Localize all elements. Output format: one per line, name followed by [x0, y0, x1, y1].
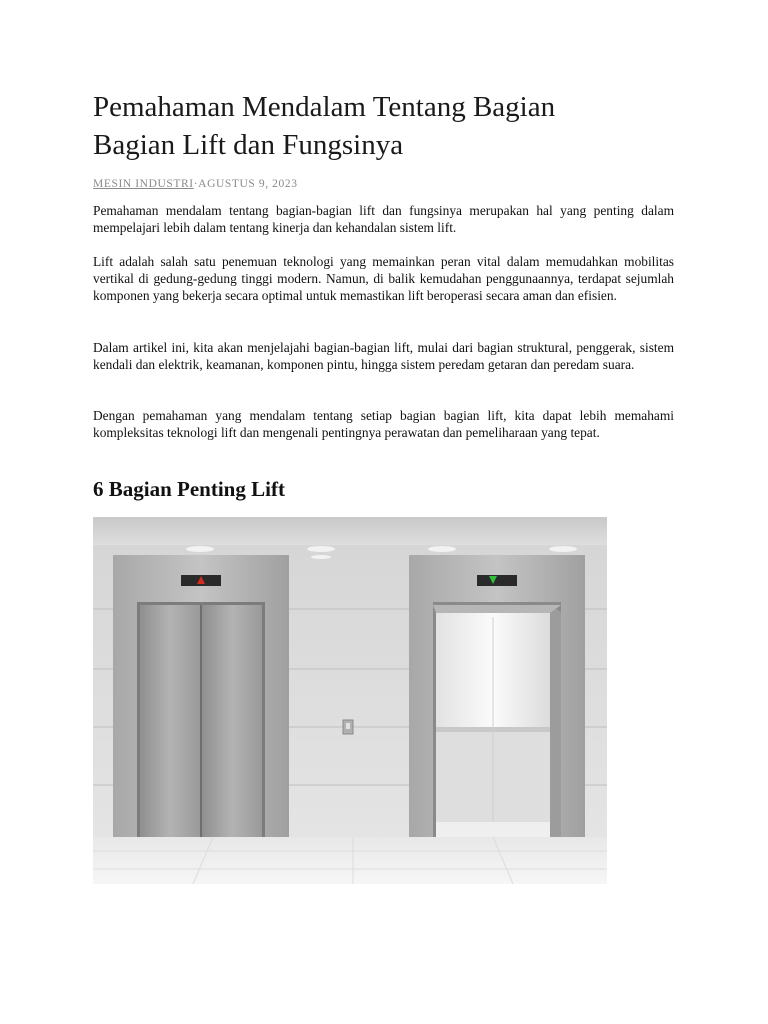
- open-door-panel: [550, 605, 561, 840]
- elevator-photo: [93, 517, 607, 884]
- ceiling-light: [428, 546, 456, 552]
- meta-separator: ·: [193, 178, 199, 190]
- article-title: [93, 88, 653, 164]
- paragraph-3: Dalam artikel ini, kita akan menjelajahi bagian-bagian lift, mulai dari bagian struktural, penggerak, sistem kendali dan elektrik, keamanan, komponen pintu, hingga sistem peredam getaran dan peredam suara.: [93, 340, 674, 372]
- title-line-1: Pemahaman Mendalam Tentang Bagian: [93, 91, 556, 123]
- publish-date: AGUSTUS 9, 2023: [198, 178, 298, 190]
- ceiling-light: [186, 546, 214, 552]
- call-button: [346, 723, 350, 729]
- article-meta: [93, 178, 298, 190]
- paragraph-2: Lift adalah salah satu penemuan teknologi yang memainkan peran vital dalam memudahkan mobilitas vertikal di gedung-gedung tinggi modern. Namun, di balik kemudahan penggunaannya, terdapat sejumlah komponen yang bekerja secara optimal untuk memastikan lift beroperasi secara aman dan efisien.: [93, 254, 674, 303]
- ceiling: [93, 517, 607, 545]
- ceiling-light: [549, 546, 577, 552]
- right-floor-indicator: [477, 575, 517, 586]
- floor: [93, 837, 607, 884]
- paragraph-4: Dengan pemahaman yang mendalam tentang setiap bagian bagian lift, kita dapat lebih memahami kompleksitas teknologi lift dan mengenali pentingnya perawatan dan pemeliharaan yang tepat.: [93, 408, 674, 440]
- left-elevator-door: [202, 605, 262, 840]
- ceiling-light: [307, 546, 335, 552]
- category-link[interactable]: MESIN INDUSTRI: [93, 178, 194, 190]
- left-elevator-door: [140, 605, 200, 840]
- title-line-2: Bagian Lift dan Fungsinya: [93, 129, 404, 161]
- ceiling-light: [311, 555, 331, 559]
- paragraph-1: Pemahaman mendalam tentang bagian-bagian lift dan fungsinya merupakan hal yang penting dalam mempelajari lebih dalam tentang kinerja dan kehandalan sistem lift.: [93, 203, 674, 235]
- section-heading: 6 Bagian Penting Lift: [93, 477, 285, 501]
